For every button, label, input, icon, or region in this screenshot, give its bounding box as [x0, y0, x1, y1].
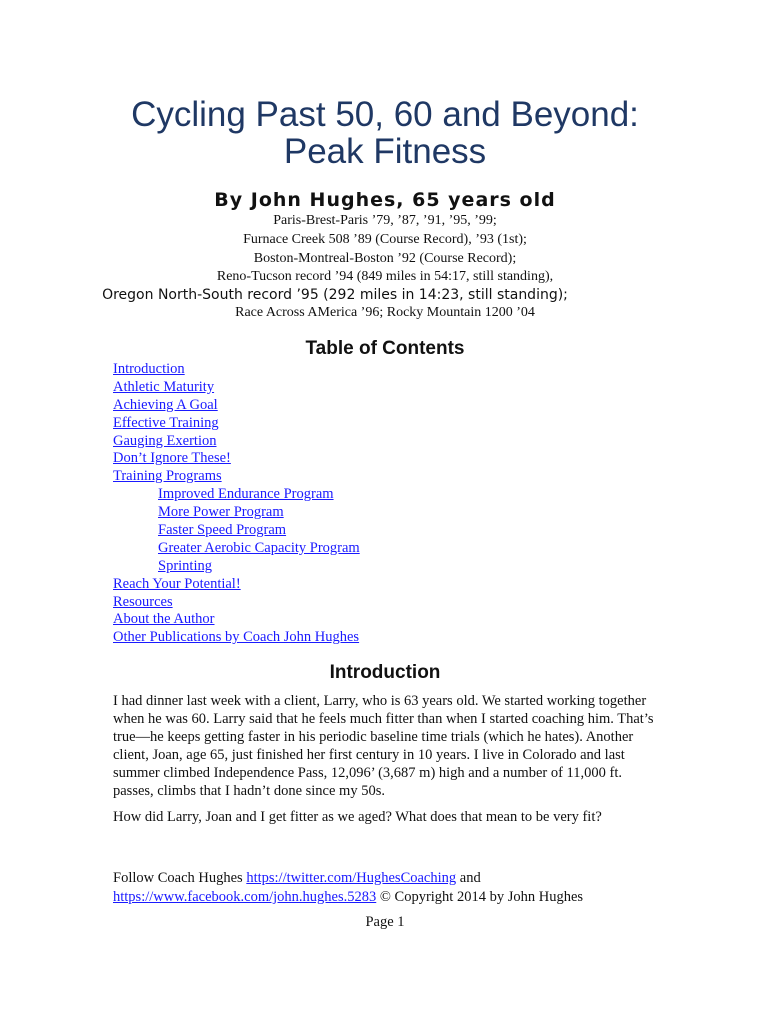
facebook-link[interactable]: https://www.facebook.com/john.hughes.5283	[113, 889, 377, 905]
toc-heading: Table of Contents	[305, 338, 465, 359]
toc-link-achieving-a-goal[interactable]: Achieving A Goal	[113, 396, 218, 413]
credential-line: Oregon North-South record ’95 (292 miles in 14:23, still standing);	[102, 287, 568, 303]
table-of-contents	[113, 361, 673, 647]
credential-line: Boston-Montreal-Boston ’92 (Course Record);	[253, 251, 517, 266]
toc-link-more-power[interactable]: More Power Program	[158, 504, 284, 521]
introduction-paragraph-1: I had dinner last week with a client, Larry, who is 63 years old. We started working together when he was 60. Larry said that he feels much fitter than when I started coaching him. That’s true—he keeps getting faster in his periodic baseline time trials (which he hates). Another client, Joan, age 65, just finished her first century in 10 years. I live in Colorado and last summer climbed Independence Pass, 12,096’ (3,687 m) high and a number of 11,000 ft. passes, climbs that I hadn’t done since my 50s.	[113, 693, 654, 799]
toc-link-improved-endurance[interactable]: Improved Endurance Program	[158, 486, 334, 503]
credential-line: Furnace Creek 508 ’89 (Course Record), ’93 (1st);	[243, 232, 527, 247]
credential-line: Paris-Brest-Paris ’79, ’87, ’91, ’95, ’99;	[273, 213, 497, 228]
toc-link-gauging-exertion[interactable]: Gauging Exertion	[113, 432, 217, 449]
introduction-paragraph-2: How did Larry, Joan and I get fitter as we aged? What does that mean to be very fit?	[113, 809, 602, 825]
footer-follow-text: Follow Coach Hughes	[113, 870, 243, 886]
page-number: Page 1	[365, 914, 405, 930]
toc-link-reach-your-potential[interactable]: Reach Your Potential!	[113, 575, 241, 592]
credential-line: Reno-Tucson record ’94 (849 miles in 54:17, still standing),	[216, 269, 554, 284]
toc-link-other-publications[interactable]: Other Publications by Coach John Hughes	[113, 629, 360, 646]
toc-link-effective-training[interactable]: Effective Training	[113, 414, 219, 431]
toc-link-about-the-author[interactable]: About the Author	[113, 611, 215, 628]
twitter-link[interactable]: https://twitter.com/HughesCoaching	[246, 870, 457, 886]
toc-link-resources[interactable]: Resources	[113, 593, 173, 610]
toc-link-introduction[interactable]: Introduction	[113, 361, 185, 377]
byline: By John Hughes, 65 years old	[214, 189, 556, 211]
toc-link-faster-speed[interactable]: Faster Speed Program	[158, 522, 287, 539]
title-line-1: Cycling Past 50, 60 and Beyond:	[131, 95, 639, 134]
toc-link-greater-aerobic[interactable]: Greater Aerobic Capacity Program	[158, 539, 360, 556]
toc-link-dont-ignore-these[interactable]: Don’t Ignore These!	[113, 450, 231, 467]
toc-link-athletic-maturity[interactable]: Athletic Maturity	[113, 378, 215, 395]
introduction-heading: Introduction	[329, 662, 441, 683]
footer-and-text: and	[459, 870, 481, 886]
title-line-2: Peak Fitness	[283, 132, 487, 171]
toc-link-training-programs[interactable]: Training Programs	[113, 468, 222, 485]
copyright-text: © Copyright 2014 by John Hughes	[379, 889, 584, 905]
footer	[113, 869, 673, 907]
toc-link-sprinting[interactable]: Sprinting	[158, 557, 212, 574]
credential-line: Race Across AMerica ’96; Rocky Mountain 1200 ’04	[235, 305, 535, 320]
